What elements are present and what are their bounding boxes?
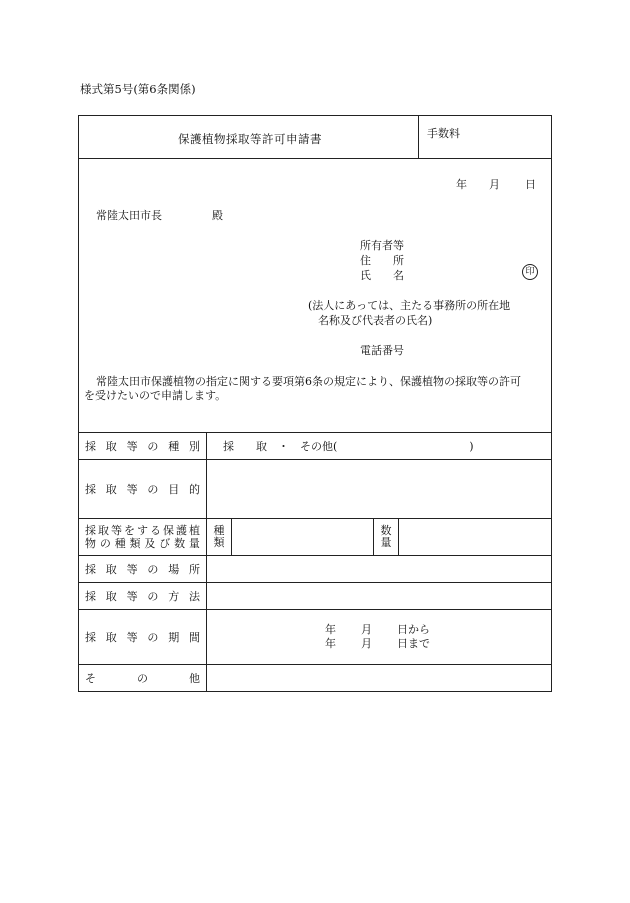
name-label: 氏 名 — [360, 269, 404, 282]
species-label: 採 取 等 を す る 保 護 植 物 の 種 類 及 び 数 量 — [79, 519, 207, 556]
other-label: そ の 他 — [79, 665, 207, 692]
row-other — [79, 665, 552, 692]
row-type — [79, 433, 552, 460]
form-title: 保護植物採取等許可申請書 — [178, 132, 322, 146]
row-method — [79, 583, 552, 610]
date-day-label: 日 — [525, 178, 536, 191]
period-label: 採 取 等 の 期 間 — [79, 610, 207, 665]
kind-label: 種 類 — [207, 519, 232, 556]
honorific: 殿 — [212, 209, 223, 222]
row-period — [79, 610, 552, 665]
application-text-line-1: 常陸太田市保護植物の指定に関する要項第6条の規定により、保護植物の採取等の許可 — [96, 375, 521, 388]
phone-label: 電話番号 — [360, 344, 404, 357]
type-label: 採 取 等 の 種 別 — [79, 433, 207, 460]
quantity-label: 数 量 — [374, 519, 399, 556]
addressee: 常陸太田市長 — [96, 209, 162, 222]
application-text-line-2: を受けたいので申請します。 — [84, 389, 227, 402]
row-place — [79, 556, 552, 583]
form-number: 様式第5号(第6条関係) — [80, 82, 196, 96]
fee-box — [418, 115, 552, 158]
row-purpose — [79, 460, 552, 519]
date-year-label: 年 — [456, 178, 467, 191]
period-from: 年 月 日から — [325, 623, 430, 636]
details-table — [78, 432, 552, 692]
quantity-field[interactable] — [399, 519, 552, 556]
period-field[interactable] — [207, 610, 552, 665]
owner-label: 所有者等 — [360, 239, 404, 252]
corporate-note-line-2: 名称及び代表者の氏名) — [318, 314, 433, 327]
date-month-label: 月 — [489, 178, 500, 191]
row-species — [79, 519, 552, 556]
place-label: 採 取 等 の 場 所 — [79, 556, 207, 583]
kind-field[interactable] — [232, 519, 374, 556]
place-field[interactable] — [207, 556, 552, 583]
type-value[interactable]: 採 取 ・ その他( ) — [207, 433, 552, 460]
address-label: 住 所 — [360, 254, 404, 267]
method-field[interactable] — [207, 583, 552, 610]
purpose-field[interactable] — [207, 460, 552, 519]
corporate-note-line-1: (法人にあっては、主たる事務所の所在地 — [308, 299, 511, 312]
period-to: 年 月 日まで — [325, 637, 430, 650]
method-label: 採 取 等 の 方 法 — [79, 583, 207, 610]
other-field[interactable] — [207, 665, 552, 692]
fee-label: 手数料 — [427, 127, 460, 140]
purpose-label: 採 取 等 の 目 的 — [79, 460, 207, 519]
seal-mark: 印 — [522, 264, 538, 280]
